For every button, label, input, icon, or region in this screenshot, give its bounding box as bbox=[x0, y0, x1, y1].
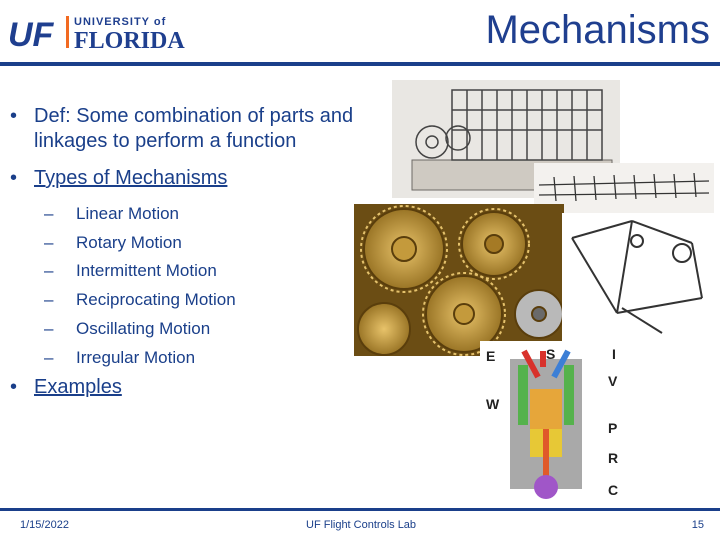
engine-label-c: C bbox=[608, 482, 619, 498]
logo-uf-text: UF bbox=[8, 16, 54, 52]
engine-label-e: E bbox=[486, 348, 496, 364]
engine-label-w: W bbox=[486, 396, 500, 412]
slide-title: Mechanisms bbox=[485, 8, 710, 52]
bullet-types-text[interactable]: Types of Mechanisms bbox=[34, 167, 228, 189]
footer-lab-name: UF Flight Controls Lab bbox=[306, 519, 417, 531]
footer-date: 1/15/2022 bbox=[20, 519, 69, 531]
engine-cutaway-image bbox=[480, 341, 630, 507]
logo-university-of: UNIVERSITY of bbox=[74, 16, 167, 28]
types-sublist bbox=[44, 200, 236, 372]
engine-label-v: V bbox=[608, 373, 618, 389]
bullet-examples-link[interactable] bbox=[10, 375, 122, 400]
list-item: – Linear Motion bbox=[44, 204, 180, 223]
list-item: – Intermittent Motion bbox=[44, 261, 217, 281]
engine-label-r: R bbox=[608, 450, 619, 466]
header-rule bbox=[0, 62, 720, 66]
bullet-definition bbox=[10, 104, 380, 154]
linkage-diagram-image bbox=[562, 213, 720, 341]
list-item: – Irregular Motion bbox=[44, 347, 196, 367]
bullet-dot: • bbox=[10, 376, 18, 398]
list-item: – Rotary Motion bbox=[44, 232, 182, 252]
bullet-examples-text[interactable]: Examples bbox=[34, 376, 122, 398]
bullet-types-link[interactable] bbox=[10, 166, 227, 191]
page-number: 15 bbox=[691, 519, 704, 531]
logo-florida: FLORIDA bbox=[74, 28, 185, 52]
engine-label-i: I bbox=[612, 346, 616, 362]
uf-logo bbox=[8, 10, 208, 52]
list-item: – Reciprocating Motion bbox=[44, 290, 236, 310]
watch-gears-image bbox=[354, 204, 564, 356]
bullet-dot: • bbox=[10, 105, 18, 127]
bullet-definition-text: Def: Some combination of parts and linkages to perform a function bbox=[34, 105, 354, 152]
footer-rule bbox=[0, 508, 720, 511]
engine-label-p: P bbox=[608, 420, 618, 436]
list-item: – Oscillating Motion bbox=[44, 318, 211, 338]
engine-label-s: S bbox=[546, 346, 556, 362]
bullet-dot: • bbox=[10, 167, 18, 189]
